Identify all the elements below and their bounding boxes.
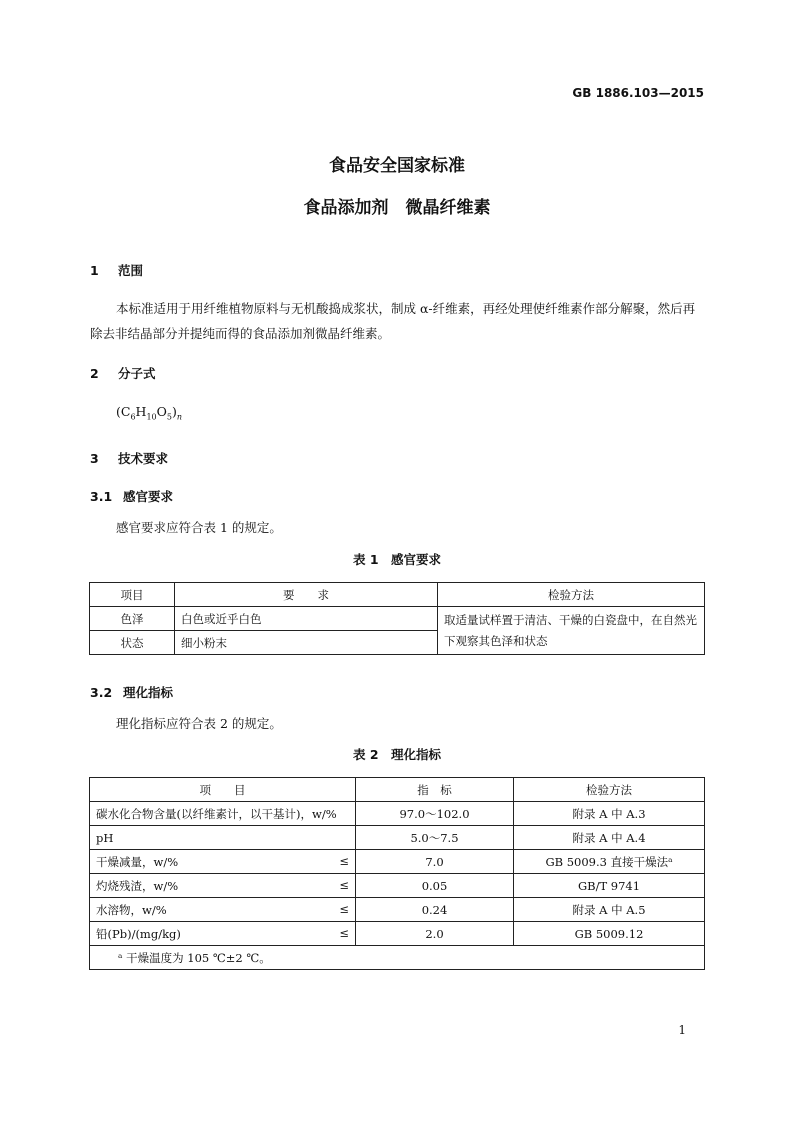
- page-number: 1: [678, 1023, 686, 1037]
- section-1-text: 本标准适用于用纤维植物原料与无机酸捣成浆状，制成 α-纤维素，再经处理使纤维素作部分解聚，然后再除去非结晶部分并提纯而得的食品添加剂微晶纤维素。: [90, 301, 696, 341]
- table-cell: 97.0～102.0: [356, 802, 514, 826]
- table-row: [90, 850, 705, 874]
- document-subtitle: 食品添加剂 微晶纤维素: [303, 198, 491, 218]
- table-cell: 取适量试样置于清洁、干燥的白瓷盘中，在自然光下观察其色泽和状态: [438, 607, 705, 655]
- section-3-1-heading: [90, 487, 173, 505]
- table-2: [89, 777, 705, 970]
- section-3-1-text: 感官要求应符合表 1 的规定。: [116, 520, 282, 535]
- table-row: [90, 826, 705, 850]
- section-number: 1: [90, 263, 99, 278]
- molecular-formula: $(C_6H_{10}O_5)_n$: [116, 404, 183, 422]
- section-title: 理化指标: [123, 685, 174, 700]
- table-row: [90, 802, 705, 826]
- column-header: 指 标: [356, 778, 514, 802]
- section-title: 技术要求: [118, 451, 169, 466]
- table-note: ᵃ 干燥温度为 105 ℃±2 ℃。: [90, 946, 705, 970]
- section-3-heading: [90, 449, 168, 467]
- section-number: 2: [90, 366, 99, 381]
- table-1-caption: 表 1 感官要求: [352, 552, 442, 567]
- table-cell: 2.0: [356, 922, 514, 946]
- table-row: [90, 874, 705, 898]
- column-header: 检验方法: [514, 778, 705, 802]
- table-cell: 水溶物，w/% ≤: [90, 898, 356, 922]
- table-2-caption: 表 2 理化指标: [352, 747, 442, 762]
- document-title: 食品安全国家标准: [329, 156, 465, 176]
- table-cell: 0.05: [356, 874, 514, 898]
- section-1-heading: [90, 261, 143, 279]
- table-cell: 碳水化合物含量(以纤维素计，以干基计)，w/%: [90, 802, 356, 826]
- section-number: 3: [90, 451, 99, 466]
- section-3-2-heading: [90, 683, 173, 701]
- table-cell: 附录 A 中 A.4: [514, 826, 705, 850]
- table-1: [89, 582, 705, 655]
- column-header: 项 目: [90, 778, 356, 802]
- column-header: 项目: [90, 583, 175, 607]
- section-title: 范围: [118, 263, 144, 278]
- table-cell: pH: [90, 826, 356, 850]
- table-cell: 状态: [90, 631, 175, 655]
- section-title: 感官要求: [123, 489, 174, 504]
- table-cell: 7.0: [356, 850, 514, 874]
- section-number: 3.1: [90, 489, 113, 504]
- standard-number: GB 1886.103—2015: [572, 86, 704, 100]
- table-row: [90, 607, 705, 631]
- table-cell: 0.24: [356, 898, 514, 922]
- table-cell: GB/T 9741: [514, 874, 705, 898]
- table-cell: 附录 A 中 A.3: [514, 802, 705, 826]
- table-cell: 白色或近乎白色: [175, 607, 438, 631]
- table-cell: 灼烧残渣，w/% ≤: [90, 874, 356, 898]
- table-cell: 细小粉末: [175, 631, 438, 655]
- table-cell: 干燥减量，w/% ≤: [90, 850, 356, 874]
- table-row: [90, 898, 705, 922]
- table-cell: GB 5009.12: [514, 922, 705, 946]
- table-cell: 5.0～7.5: [356, 826, 514, 850]
- column-header: 要 求: [175, 583, 438, 607]
- table-cell: 铅(Pb)/(mg/kg) ≤: [90, 922, 356, 946]
- section-title: 分子式: [118, 366, 156, 381]
- section-number: 3.2: [90, 685, 113, 700]
- table-row: [90, 922, 705, 946]
- table-note-row: [90, 946, 705, 970]
- table-header-row: [90, 778, 705, 802]
- table-header-row: [90, 583, 705, 607]
- section-3-2-text: 理化指标应符合表 2 的规定。: [116, 716, 282, 731]
- table-cell: GB 5009.3 直接干燥法ᵃ: [514, 850, 705, 874]
- table-cell: 附录 A 中 A.5: [514, 898, 705, 922]
- table-cell: 色泽: [90, 607, 175, 631]
- section-2-heading: [90, 364, 156, 382]
- column-header: 检验方法: [438, 583, 705, 607]
